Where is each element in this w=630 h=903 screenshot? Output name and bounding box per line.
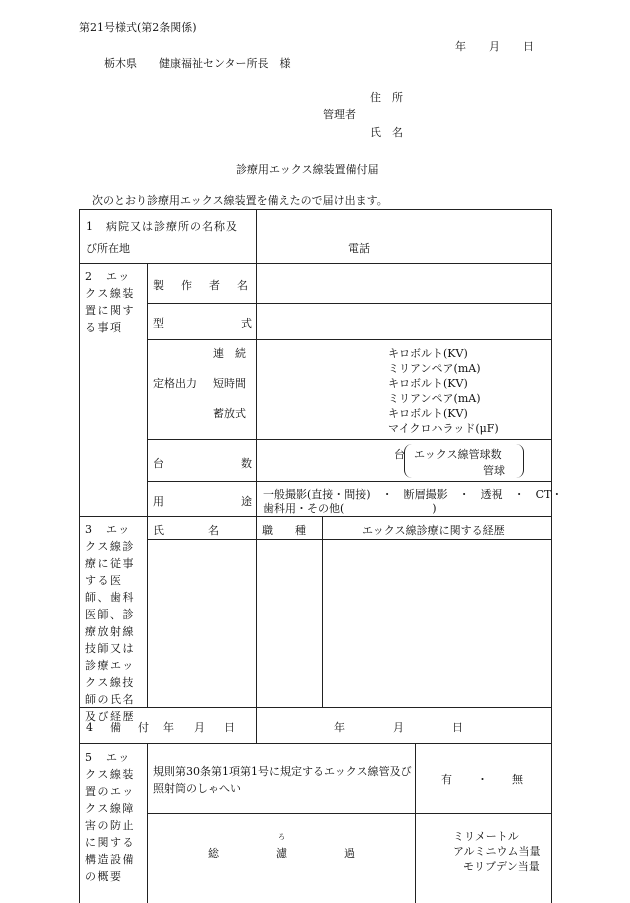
yes-option: 有 (441, 773, 452, 786)
section4-label: 4 備 付 (86, 721, 152, 734)
row-divider (79, 516, 552, 517)
row-divider (147, 439, 552, 440)
model-label-a: 型 (153, 317, 164, 330)
option-separator: ・ (477, 773, 488, 786)
section4-year-b: 年 (334, 721, 345, 734)
table-border-left (79, 209, 80, 903)
table-border-right (551, 209, 552, 903)
date-day-label: 日 (523, 40, 534, 53)
unit-kv: キロボルト(KV) (388, 377, 468, 390)
manager-label: 管理者 (323, 108, 356, 121)
unit-ma: ミリアンペア(mA) (388, 392, 481, 405)
section4-year-a: 年 (163, 721, 174, 734)
count-label-a: 台 (153, 457, 164, 470)
name-column-header: 氏 名 (153, 524, 219, 537)
form-number: 第21号様式(第2条関係) (79, 21, 197, 34)
section2-label: 2 エックス線装置に関する事項 (85, 270, 135, 334)
use-options-line2: 歯科用・その他( ) (263, 502, 437, 515)
row-divider (147, 539, 552, 540)
use-options-line1: 一般撮影(直接・間接) ・ 断層撮影 ・ 透視 ・ CT・ (263, 488, 563, 501)
col-divider (256, 263, 257, 516)
unit-al: アルミニウム当量 (453, 845, 541, 858)
section1-label-line1: 1 病院又は診療所の名称及 (86, 220, 238, 233)
rated-output-label: 定格出力 (153, 377, 197, 390)
phone-label: 電話 (348, 242, 370, 255)
unit-uf: マイクロハラッド(μF) (388, 422, 499, 435)
section4-month-b: 月 (393, 721, 404, 734)
addressee: 栃木県 健康福祉センター所長 様 (104, 57, 291, 70)
col-divider (256, 209, 257, 263)
count-label-b: 数 (241, 457, 252, 470)
filter-label-c: 過 (344, 847, 355, 860)
row-divider (79, 743, 552, 744)
career-column-header: エックス線診療に関する経歴 (362, 524, 505, 537)
row-divider (147, 303, 552, 304)
row-divider (79, 707, 552, 708)
col-divider (415, 743, 416, 903)
section4-day-b: 日 (452, 721, 463, 734)
use-label-a: 用 (153, 495, 164, 508)
short-time-label: 短時間 (213, 377, 246, 390)
unit-mo: モリブデン当量 (463, 860, 540, 873)
unit-mm: ミリメートル (453, 830, 519, 843)
row-divider (79, 263, 552, 264)
filter-label-a: 総 (208, 847, 219, 860)
tube-unit: 管球 (483, 464, 505, 477)
no-option: 無 (512, 773, 523, 786)
count-unit: 台 (394, 448, 405, 461)
section4-month-a: 月 (194, 721, 205, 734)
continuous-label: 連 続 (213, 347, 246, 360)
date-month-label: 月 (489, 40, 500, 53)
section5-label: 5 エックス線装置のエックス線障害の防止に関する構造設備の概要 (85, 751, 135, 883)
model-label-b: 式 (241, 317, 252, 330)
section3-label: 3 エックス線診療に従事する医師、歯科医師、診療放射線技師又は診療エックス線技師の氏名及び経歴 (85, 523, 135, 723)
tube-count-label: エックス線管球数 (414, 448, 502, 461)
address-label: 住 所 (370, 91, 403, 104)
unit-ma: ミリアンペア(mA) (388, 362, 481, 375)
col-divider (256, 516, 257, 707)
row-divider (147, 481, 552, 482)
row-divider (147, 339, 552, 340)
job-column-header: 職 種 (262, 524, 306, 537)
filter-label-b: 濾 (276, 847, 287, 860)
discharge-label: 蓄放式 (213, 407, 246, 420)
name-label: 氏 名 (370, 126, 403, 139)
col-divider (147, 263, 148, 707)
section1-label-line2: び所在地 (86, 242, 130, 255)
page-title: 診療用エックス線装置備付届 (236, 163, 379, 176)
unit-kv: キロボルト(KV) (388, 407, 468, 420)
rule-text: 規則第30条第1項第1号に規定するエックス線管及び照射筒のしゃへい (153, 765, 412, 795)
row-divider (79, 209, 552, 210)
date-year-label: 年 (455, 40, 466, 53)
col-divider (256, 707, 257, 743)
section4-day-a: 日 (224, 721, 235, 734)
use-label-b: 途 (241, 495, 252, 508)
filter-ruby: ろ (278, 833, 285, 841)
col-divider (322, 516, 323, 707)
col-divider (147, 743, 148, 903)
maker-label: 製 作 者 名 (153, 279, 251, 292)
intro-text: 次のとおり診療用エックス線装置を備えたので届け出ます。 (92, 194, 388, 207)
row-divider (147, 813, 552, 814)
unit-kv: キロボルト(KV) (388, 347, 468, 360)
